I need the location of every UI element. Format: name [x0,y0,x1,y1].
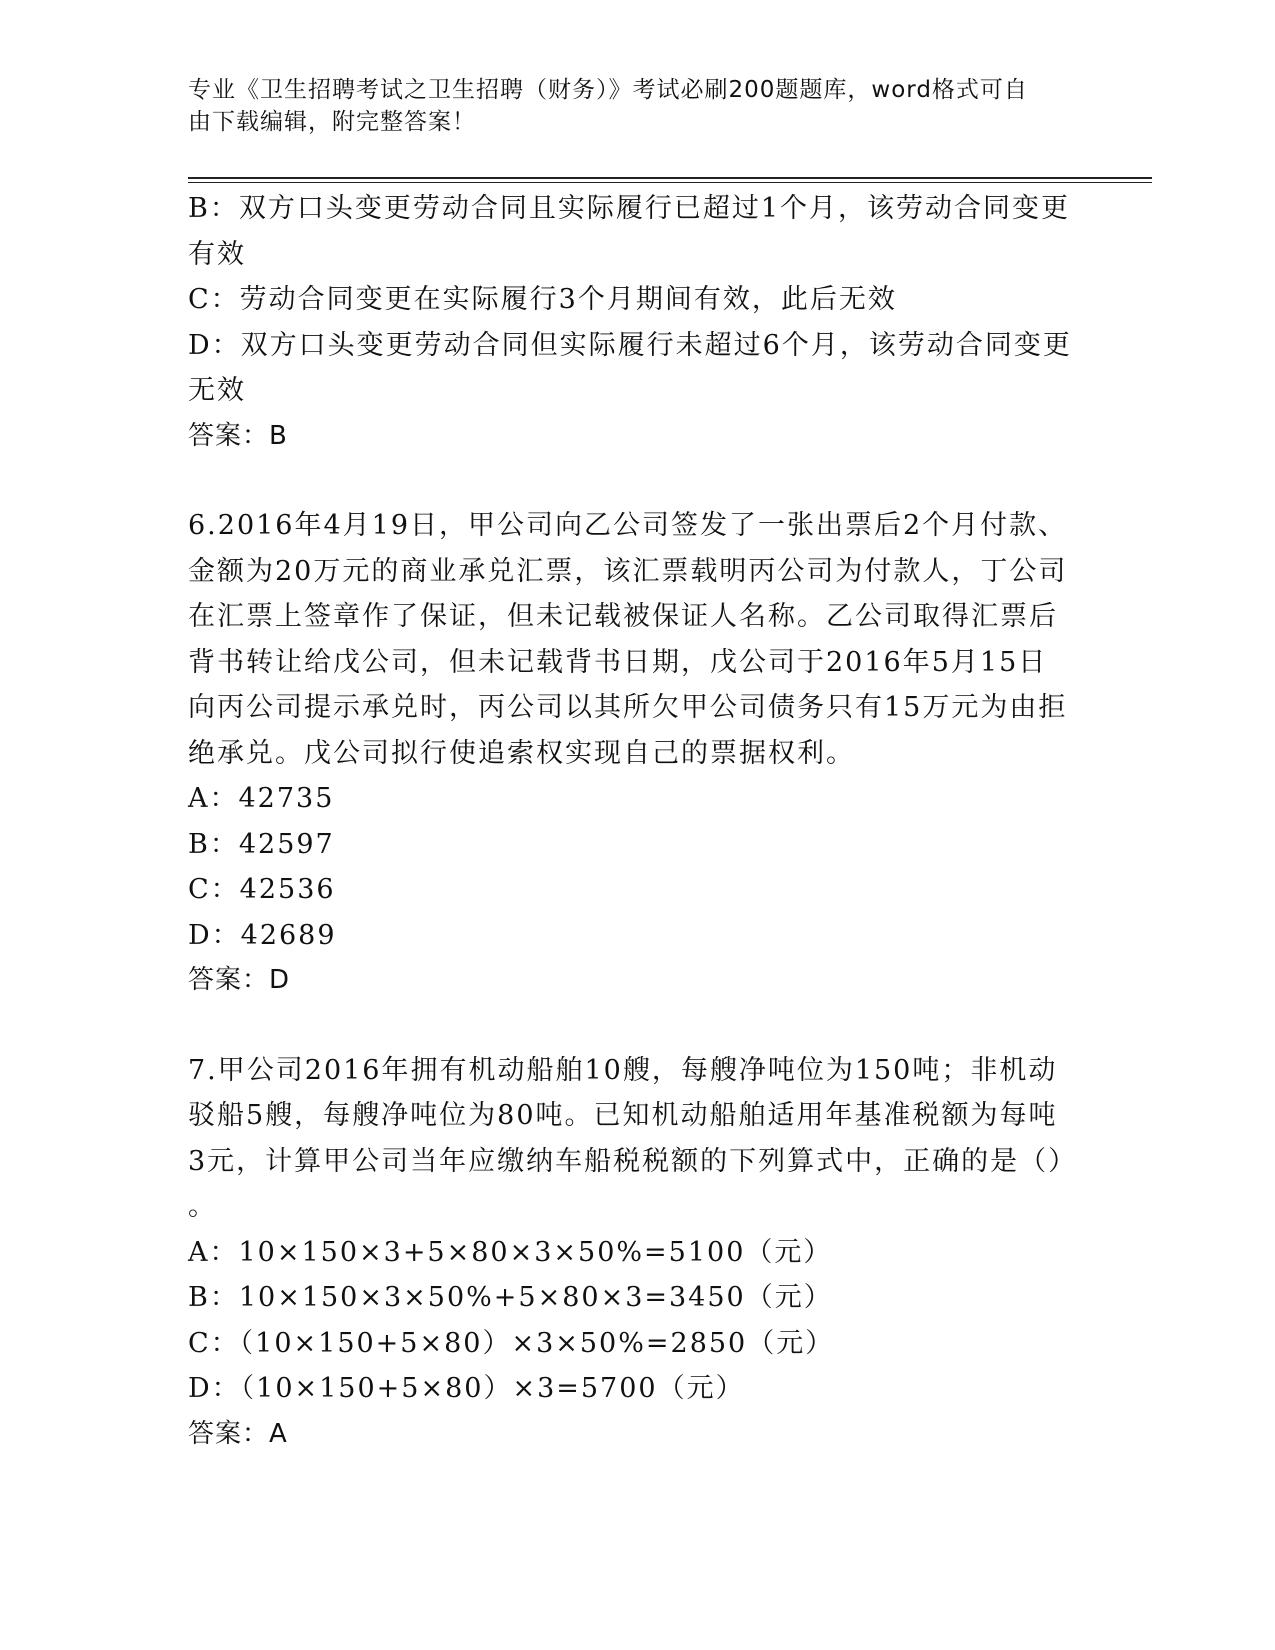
q5-option-d-line-1: D：双方口头变更劳动合同但实际履行未超过6个月，该劳动合同变更 [188,329,1072,361]
q7-option-b: B：10×150×3×50%+5×80×3=3450（元） [188,1282,833,1313]
q6-option-a: A：42735 [188,783,335,814]
header-divider-thick [188,177,1152,179]
q6-answer: 答案：D [188,965,291,995]
q7-option-a: A：10×150×3+5×80×3×50%=5100（元） [188,1236,833,1268]
document-header [188,74,1068,138]
spacer [188,1004,1088,1048]
header-divider-thin [188,182,1152,183]
header-title-line-1: 专业《卫生招聘考试之卫生招聘（财务）》考试必刷200题题库，word格式可自 [188,77,1028,103]
q7-option-d: D：（10×150+5×80）×3=5700（元） [188,1373,745,1404]
q6-option-c: C：42536 [188,874,336,905]
q5-answer: 答案：B [188,420,288,451]
spacer [188,459,1088,503]
q6-stem-line-2: 金额为20万元的商业承兑汇票，该汇票载明丙公司为付款人，丁公司 [188,555,1068,587]
q7-option-c: C：（10×150+5×80）×3×50%=2850（元） [188,1327,835,1359]
document-body [188,186,1088,1457]
q5-option-c: C：劳动合同变更在实际履行3个月期间有效，此后无效 [188,284,897,315]
q7-answer: 答案：A [188,1418,288,1449]
question-6 [188,503,1088,1004]
q7-stem-line-4: 。 [188,1191,217,1222]
q5-option-b-line-1: B：双方口头变更劳动合同且实际履行已超过1个月，该劳动合同变更 [188,193,1071,224]
q6-stem-line-4: 背书转让给戊公司，但未记载背书日期，戊公司于2016年5月15日 [188,646,1048,678]
q6-option-d: D：42689 [188,919,337,951]
q6-stem-line-1: 6.2016年4月19日，甲公司向乙公司签发了一张出票后2个月付款、 [188,510,1068,541]
q6-option-b: B：42597 [188,828,335,860]
q7-stem-line-1: 7.甲公司2016年拥有机动船舶10艘，每艘净吨位为150吨；非机动 [188,1054,1058,1086]
question-5-tail [188,186,1088,459]
question-7 [188,1048,1088,1458]
q6-stem-line-6: 绝承兑。戊公司拟行使追索权实现自己的票据权利。 [188,737,855,769]
q7-stem-line-3: 3元，计算甲公司当年应缴纳车船税税额的下列算式中，正确的是（） [188,1145,1078,1177]
q5-option-d-line-2: 无效 [188,375,246,406]
q6-stem-line-5: 向丙公司提示承兑时，丙公司以其所欠甲公司债务只有15万元为由拒 [188,692,1068,723]
q5-option-b-line-2: 有效 [188,238,246,270]
header-title-line-2: 由下载编辑，附完整答案！ [188,109,476,135]
q6-stem-line-3: 在汇票上签章作了保证，但未记载被保证人名称。乙公司取得汇票后 [188,601,1058,632]
q7-stem-line-2: 驳船5艘，每艘净吨位为80吨。已知机动船舶适用年基准税额为每吨 [188,1100,1058,1131]
